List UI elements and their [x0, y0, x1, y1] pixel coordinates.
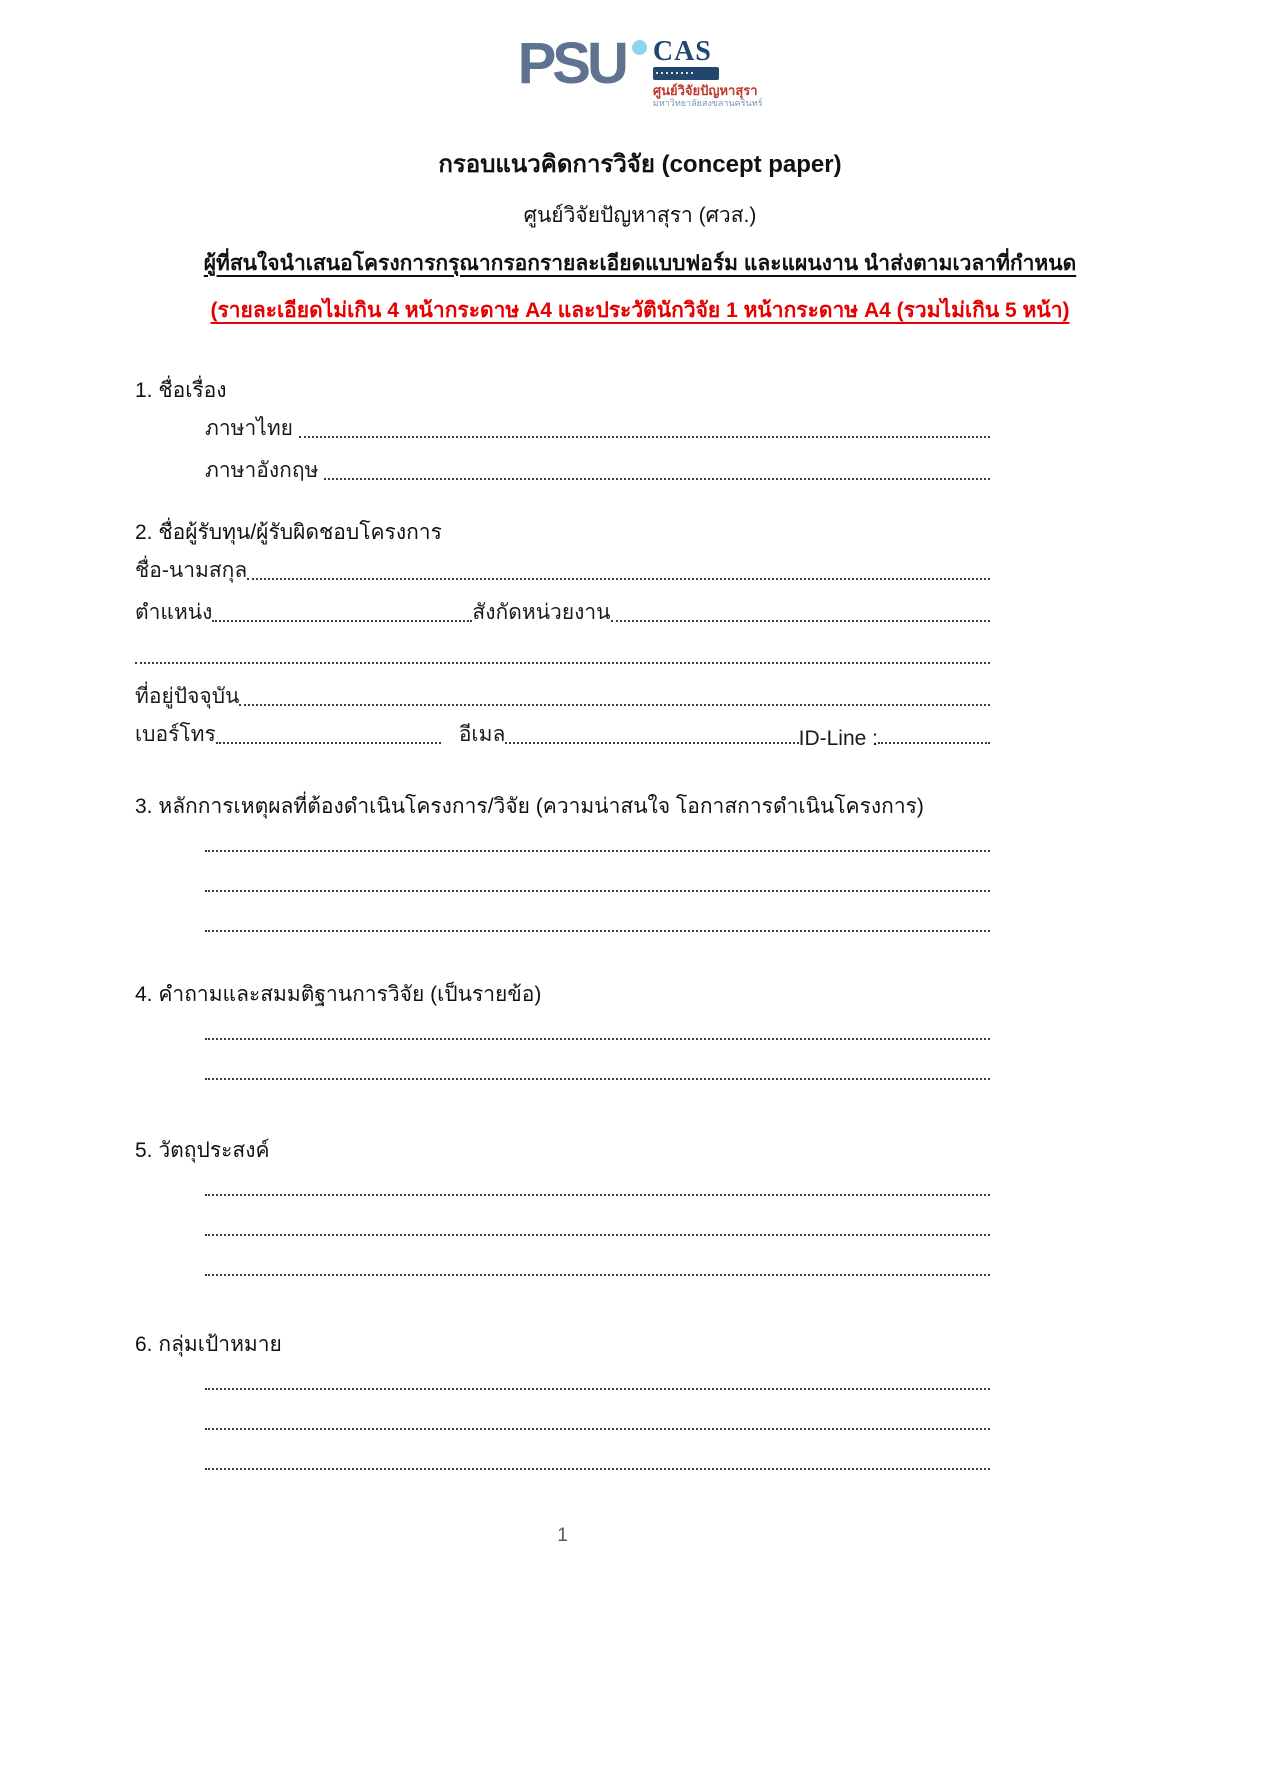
blank-answer-line	[135, 901, 990, 941]
dotted-fill-line	[135, 662, 990, 664]
dotted-fill-line	[205, 1274, 990, 1276]
dotted-fill-line	[878, 742, 990, 744]
cas-logo-block	[653, 38, 763, 109]
form-row-current-address	[135, 673, 990, 715]
logo-dot-icon	[632, 40, 647, 55]
blank-answer-line	[135, 821, 990, 861]
instruction-line	[0, 247, 1280, 280]
affiliation-label: สังกัดหน่วยงาน	[472, 601, 611, 624]
dotted-fill-line	[205, 1388, 990, 1390]
dotted-fill-line	[299, 436, 990, 438]
dotted-fill-line	[505, 742, 798, 744]
psu-logo-mark	[517, 31, 647, 96]
form-row-position-affiliation	[135, 589, 990, 631]
document-subtitle: ศูนย์วิจัยปัญหาสุรา (ศวส.)	[523, 204, 757, 227]
phone-label: เบอร์โทร	[135, 723, 216, 746]
form-row-title-thai	[135, 405, 990, 447]
logo-university-name: มหาวิทยาลัยสงขลานครินทร์	[652, 98, 763, 109]
form-body	[135, 377, 990, 1479]
dotted-fill-line	[216, 742, 441, 744]
blank-answer-line	[135, 1009, 990, 1049]
dotted-fill-line	[205, 1078, 990, 1080]
dotted-fill-line	[205, 1234, 990, 1236]
dotted-fill-line	[205, 1038, 990, 1040]
section-3-heading: 3. หลักการเหตุผลที่ต้องดำเนินโครงการ/วิจัย (ความน่าสนใจ โอกาสการดำเนินโครงการ)	[135, 795, 924, 818]
logo-center-name: ศูนย์วิจัยปัญหาสุรา	[652, 83, 758, 98]
dotted-fill-line	[247, 578, 990, 580]
dotted-fill-line	[205, 850, 990, 852]
psu-cas-logo	[0, 31, 1280, 122]
instruction-text: ผู้ที่สนใจนำเสนอโครงการกรุณากรอกรายละเอียดแบบฟอร์ม และแผนงาน นำส่งตามเวลาที่กำหนด	[203, 252, 1077, 275]
blank-answer-line	[135, 1205, 990, 1245]
dotted-fill-line	[205, 1468, 990, 1470]
page-limit-note-text: (รายละเอียดไม่เกิน 4 หน้ากระดาษ A4 และประวัตินักวิจัย 1 หน้ากระดาษ A4 (รวมไม่เกิน 5 หน้า)	[210, 299, 1070, 322]
blank-answer-line	[135, 1049, 990, 1089]
blank-answer-line	[135, 1399, 990, 1439]
blank-answer-line	[135, 1245, 990, 1285]
page-number: 1	[557, 1525, 568, 1546]
dotted-fill-line	[611, 620, 990, 622]
thai-title-label: ภาษาไทย	[205, 417, 293, 440]
page-footer	[135, 1525, 990, 1547]
dotted-fill-line	[324, 478, 990, 480]
dotted-fill-line	[205, 930, 990, 932]
dotted-fill-line	[212, 620, 472, 622]
cas-logo-text: CAS	[652, 36, 712, 67]
section-2-heading: 2. ชื่อผู้รับทุน/ผู้รับผิดชอบโครงการ	[135, 521, 442, 544]
section-6-heading: 6. กลุ่มเป้าหมาย	[135, 1333, 282, 1356]
fullname-label: ชื่อ-นามสกุล	[135, 559, 248, 582]
form-row-affiliation-continued	[135, 631, 990, 673]
email-label: อีเมล	[458, 723, 506, 746]
section-4-heading: 4. คำถามและสมมติฐานการวิจัย (เป็นรายข้อ)	[135, 983, 542, 1006]
blank-answer-line	[135, 861, 990, 901]
dotted-fill-line	[239, 704, 990, 706]
cas-logo-bar	[653, 67, 719, 80]
dotted-fill-line	[205, 1428, 990, 1430]
document-title: กรอบแนวคิดการวิจัย (concept paper)	[438, 151, 842, 178]
form-row-contact	[135, 715, 990, 753]
form-row-fullname	[135, 547, 990, 589]
psu-logo-text: PSU	[517, 31, 625, 96]
section-1-heading: 1. ชื่อเรื่อง	[135, 379, 227, 402]
blank-answer-line	[135, 1359, 990, 1399]
english-title-label: ภาษาอังกฤษ	[205, 459, 319, 482]
position-label: ตำแหน่ง	[135, 601, 213, 624]
dotted-fill-line	[205, 1194, 990, 1196]
form-row-title-english	[135, 447, 990, 489]
idline-label: ID-Line :	[798, 727, 878, 750]
dotted-fill-line	[205, 890, 990, 892]
section-5-heading: 5. วัตถุประสงค์	[135, 1139, 270, 1162]
page-limit-note	[0, 294, 1280, 327]
blank-answer-line	[135, 1165, 990, 1205]
blank-answer-line	[135, 1439, 990, 1479]
address-label: ที่อยู่ปัจจุบัน	[135, 685, 240, 708]
